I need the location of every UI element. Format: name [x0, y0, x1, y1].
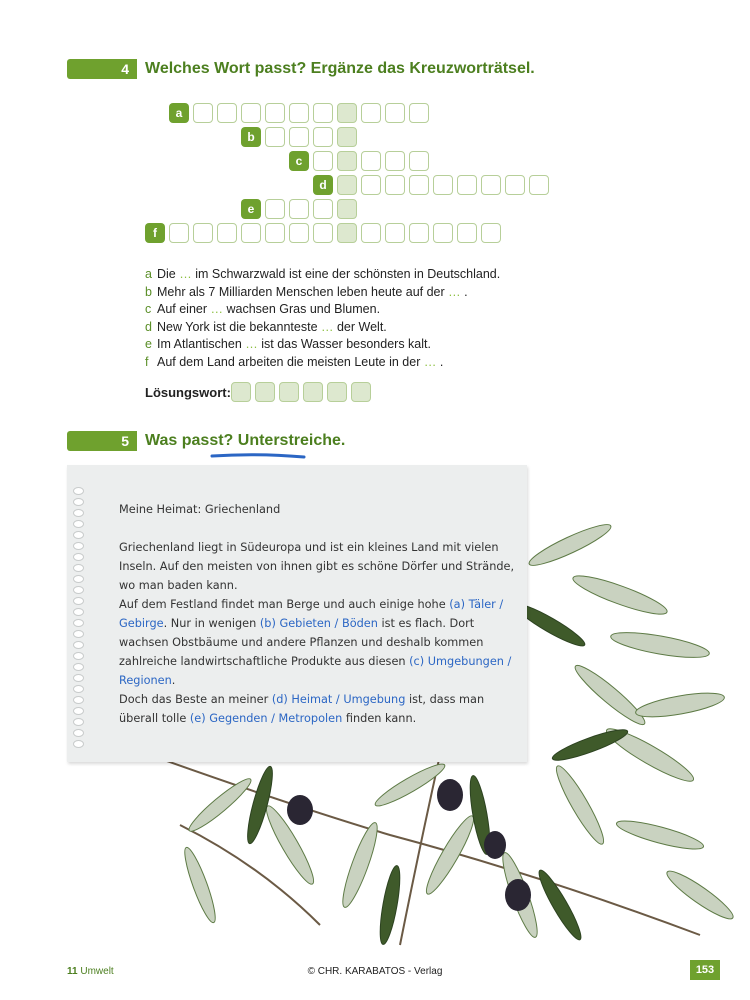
crossword-cell[interactable] [361, 151, 381, 171]
clue-f [145, 354, 500, 372]
crossword-cell[interactable] [409, 223, 429, 243]
note-text-segment: . Nur in wenigen [163, 617, 260, 630]
spiral-hole [73, 740, 84, 748]
note-paragraph-1: Griechenland liegt in Südeuropa und ist ein kleines Land mit vielen Inseln. Auf den meisten von ihnen gibt es schöne Dörfer und Strände, wo man baden kann. [119, 541, 515, 592]
solution-cell[interactable] [327, 382, 347, 402]
crossword-cell[interactable] [289, 223, 309, 243]
crossword-cell[interactable] [313, 223, 333, 243]
crossword-cell[interactable] [361, 223, 381, 243]
note-text-segment: Auf dem Festland findet man Berge und auch einige hohe [119, 598, 450, 611]
note-paragraph-2 [119, 595, 519, 690]
crossword-cell[interactable] [457, 223, 477, 243]
crossword-cell[interactable] [313, 199, 333, 219]
clue-letter: f [145, 354, 149, 369]
spiral-hole [73, 520, 84, 528]
footer-chapter-number: 11 [67, 966, 78, 977]
crossword-cell[interactable] [409, 175, 429, 195]
spiral-hole [73, 487, 84, 495]
crossword-cell[interactable] [313, 151, 333, 171]
crossword-cell[interactable] [289, 199, 309, 219]
clue-text-after: der Welt. [333, 319, 387, 334]
clue-letter: e [145, 337, 152, 351]
note-paragraph-3 [119, 690, 519, 728]
crossword-cell[interactable] [361, 175, 381, 195]
exercise-5-number: 5 [67, 431, 137, 451]
crossword-cell[interactable] [265, 103, 285, 123]
clue-a [145, 266, 500, 284]
crossword-cell[interactable] [385, 151, 405, 171]
clue-text-after: . [436, 354, 444, 369]
note-text [119, 500, 519, 728]
crossword-cell[interactable] [529, 175, 549, 195]
crossword-cell[interactable] [241, 103, 261, 123]
clue-text-after: ist das Wasser besonders kalt. [257, 337, 431, 351]
clue-text-before: Auf dem Land arbeiten die meisten Leute in der [157, 354, 424, 369]
crossword-cell[interactable] [217, 223, 237, 243]
notebook-page [67, 465, 527, 762]
clue-text-before: Die [157, 267, 180, 281]
clue-letter: a [145, 267, 152, 281]
clue-e [145, 336, 500, 354]
clue-text-after: wachsen Gras und Blumen. [223, 302, 381, 316]
spiral-hole [73, 707, 84, 715]
clue-text-before: New York ist die bekannteste [157, 319, 321, 334]
solution-cell[interactable] [303, 382, 323, 402]
crossword-cell[interactable] [289, 103, 309, 123]
clue-c [145, 301, 500, 319]
clue-gap: … [448, 284, 461, 299]
crossword-label-d: d [313, 175, 333, 195]
spiral-hole [73, 608, 84, 616]
crossword-label-c: c [289, 151, 309, 171]
spiral-hole [73, 663, 84, 671]
crossword-cell[interactable] [217, 103, 237, 123]
clue-gap: … [245, 337, 258, 351]
exercise-4-title: Welches Wort passt? Ergänze das Kreuzworträtsel. [145, 60, 535, 77]
crossword-cell[interactable] [457, 175, 477, 195]
clue-text-before: Im Atlantischen [157, 337, 246, 351]
crossword-cell[interactable] [409, 151, 429, 171]
crossword-cell[interactable] [337, 103, 357, 123]
crossword-label-b: b [241, 127, 261, 147]
exercise-5-title [145, 432, 345, 450]
underline-stroke [210, 452, 306, 460]
note-text-segment: ist, dass man überall tolle [119, 693, 485, 725]
clue-letter: d [145, 319, 152, 334]
crossword-label-f: f [145, 223, 165, 243]
clue-d [145, 319, 500, 337]
choice-c[interactable]: (c) Umgebungen / Regionen [119, 655, 512, 687]
clue-letter: b [145, 284, 152, 299]
note-text-segment: . [171, 674, 176, 687]
choice-e[interactable]: (e) Gegenden / Metropolen [189, 712, 343, 725]
choice-b[interactable]: (b) Gebieten / Böden [259, 617, 378, 630]
spiral-hole [73, 652, 84, 660]
exercise-5-title-underlined: Unterstreiche. [237, 432, 346, 449]
crossword-cell[interactable] [337, 127, 357, 147]
solution-word-label: Lösungswort: [145, 385, 231, 400]
crossword-cell[interactable] [385, 223, 405, 243]
spiral-hole [73, 564, 84, 572]
spiral-hole [73, 509, 84, 517]
note-text-segment: Doch das Beste an meiner [119, 693, 272, 706]
note-title: Meine Heimat: Griechenland [119, 503, 281, 516]
crossword-cell[interactable] [313, 127, 333, 147]
crossword-cell[interactable] [505, 175, 525, 195]
clue-gap: … [423, 354, 437, 369]
page-number: 153 [690, 960, 720, 980]
choice-a[interactable]: (a) Täler / Gebirge [119, 598, 504, 630]
crossword-cell[interactable] [361, 103, 381, 123]
crossword-cell[interactable] [193, 103, 213, 123]
crossword-label-a: a [169, 103, 189, 123]
crossword-cell[interactable] [265, 199, 285, 219]
solution-cell[interactable] [231, 382, 251, 402]
crossword-cell[interactable] [193, 223, 213, 243]
crossword-cell[interactable] [409, 103, 429, 123]
crossword-cell[interactable] [481, 223, 501, 243]
footer-publisher: © CHR. KARABATOS - Verlag [307, 966, 443, 977]
crossword-cell[interactable] [265, 127, 285, 147]
spiral-hole [73, 718, 84, 726]
clue-text-after: . [460, 284, 468, 299]
crossword-cell[interactable] [337, 175, 357, 195]
crossword-cell[interactable] [313, 103, 333, 123]
spiral-hole [73, 498, 84, 506]
clue-b [145, 284, 500, 302]
crossword-cell[interactable] [481, 175, 501, 195]
crossword-cell[interactable] [289, 127, 309, 147]
spiral-hole [73, 674, 84, 682]
clue-text-before: Auf einer [157, 302, 211, 316]
note-text-segment: finden kann. [342, 712, 417, 725]
clue-text-before: Mehr als 7 Milliarden Menschen leben heute auf der [157, 284, 449, 299]
clue-letter: c [145, 302, 152, 316]
spiral-hole [73, 597, 84, 605]
spiral-hole [73, 685, 84, 693]
solution-cell[interactable] [351, 382, 371, 402]
clue-list [145, 266, 500, 371]
clue-gap: … [210, 302, 224, 316]
footer-chapter-name: Umwelt [80, 966, 114, 977]
spiral-hole [73, 696, 84, 704]
exercise-5-title-plain: Was passt? [145, 432, 238, 449]
spiral-hole [73, 542, 84, 550]
clue-gap: … [321, 319, 334, 334]
spiral-hole [73, 531, 84, 539]
crossword-cell[interactable] [337, 199, 357, 219]
crossword-cell[interactable] [433, 223, 453, 243]
crossword-cell[interactable] [385, 175, 405, 195]
spiral-hole [73, 630, 84, 638]
crossword-cell[interactable] [337, 151, 357, 171]
clue-gap: … [179, 267, 192, 281]
crossword-cell[interactable] [265, 223, 285, 243]
crossword-cell[interactable] [241, 223, 261, 243]
solution-cell[interactable] [279, 382, 299, 402]
crossword-cell[interactable] [337, 223, 357, 243]
crossword-cell[interactable] [433, 175, 453, 195]
spiral-hole [73, 586, 84, 594]
spiral-hole [73, 553, 84, 561]
spiral-hole [73, 575, 84, 583]
note-text-segment: ist es flach. Dort wachsen Obstbäume und andere Pflanzen und deshalb kommen zahlreiche landwirtschaftliche Produkte aus diesen [119, 617, 484, 668]
clue-text-after: im Schwarzwald ist eine der schönsten in Deutschland. [191, 267, 501, 281]
spiral-hole [73, 729, 84, 737]
crossword-cell[interactable] [169, 223, 189, 243]
choice-d[interactable]: (d) Heimat / Umgebung [271, 693, 406, 706]
solution-cell[interactable] [255, 382, 275, 402]
spiral-hole [73, 619, 84, 627]
spiral-hole [73, 641, 84, 649]
crossword-cell[interactable] [385, 103, 405, 123]
exercise-4-number: 4 [67, 59, 137, 79]
crossword-label-e: e [241, 199, 261, 219]
